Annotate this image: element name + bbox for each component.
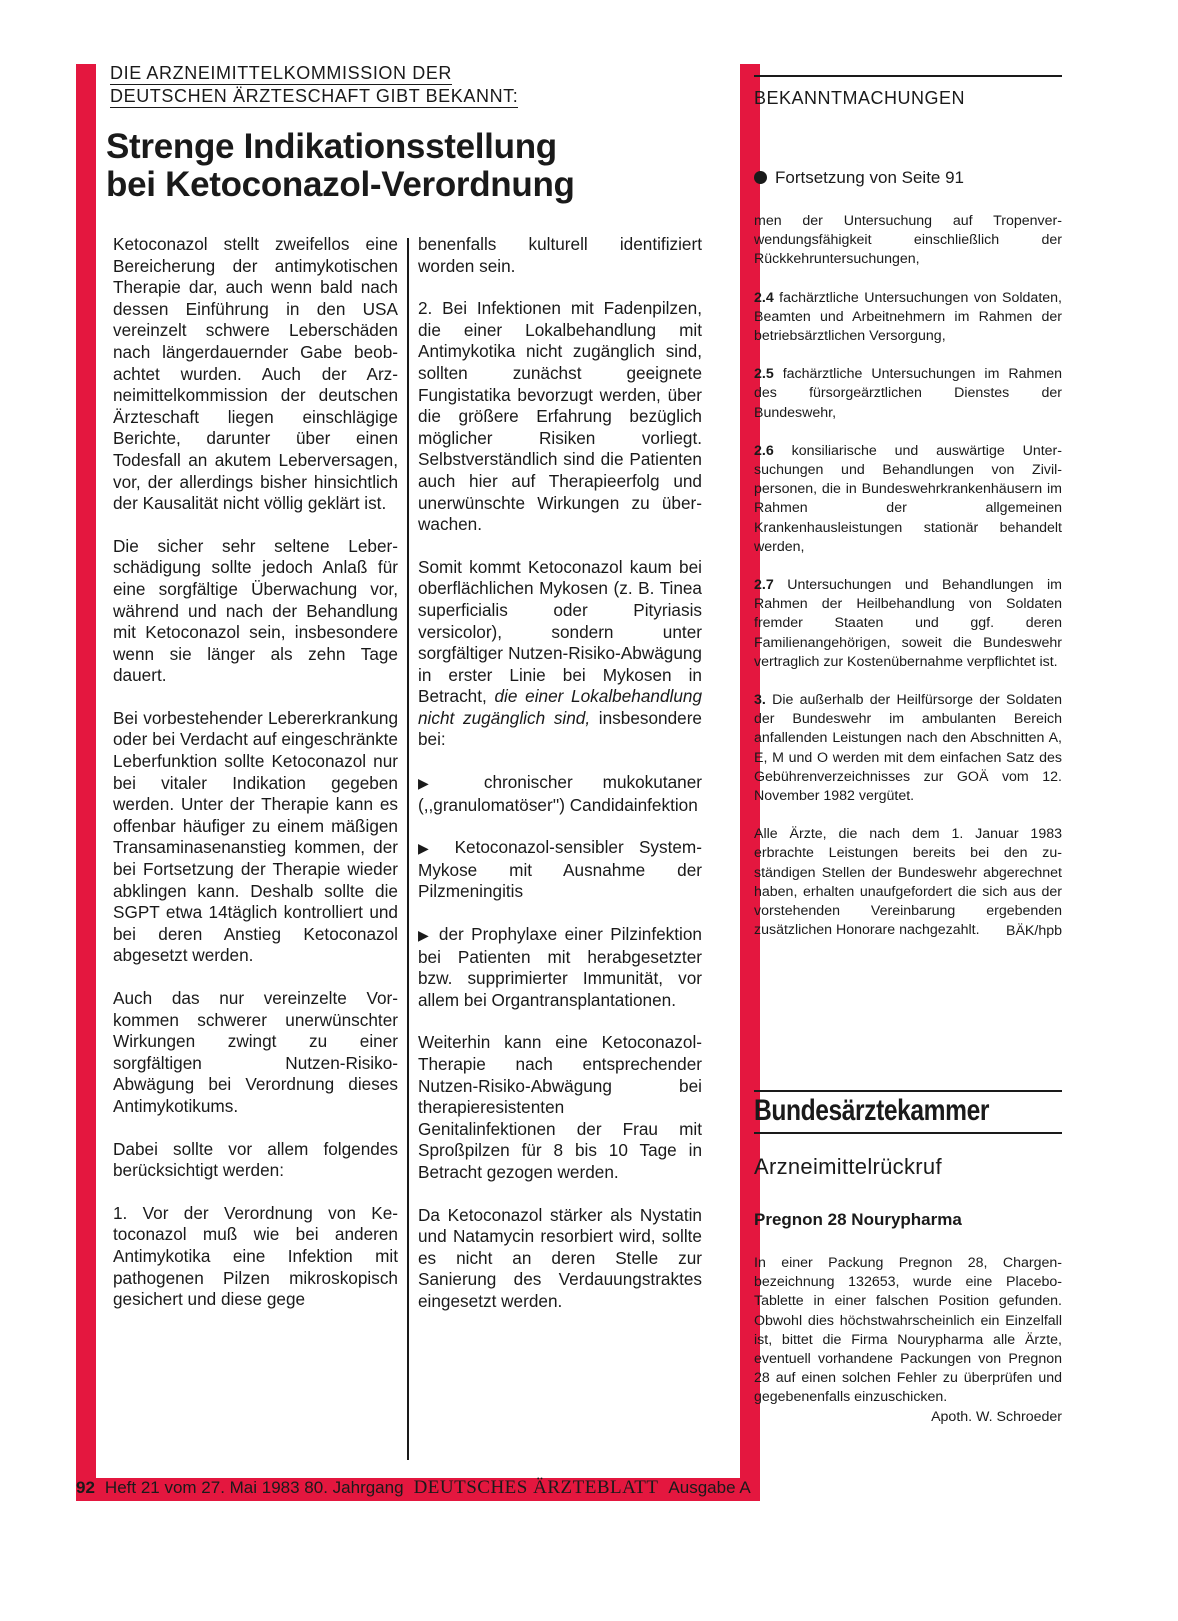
numbered-item: [754, 576, 1062, 672]
item-text: Untersuchungen und Behandlungen im Rahmen der Heilbehandlung von Soldaten fremder Staaten und ggf. deren Familienangehörigen, soweit die Bundeswehr vertraglich zur Kostenübernahme verpflichtet ist.: [754, 577, 1062, 670]
closing-signature: BÄK/hpb: [1005, 922, 1062, 939]
item-text: fachärztliche Untersuchungen im Rahmen des fürsorgeärztlichen Dienstes der Bundeswehr,: [754, 366, 1062, 421]
paragraph: Die sicher sehr seltene Leberschädigung sollte jedoch Anlaß für eine sorgfältige Überwachung vor, während und nach der Behandlung mit Ketoconazol sein, insbesondere wenn sie länger als zehn Tage dauert.: [113, 535, 398, 686]
closing-text: Alle Ärzte, die nach dem 1. Januar 1983 erbrachte Leistungen bereits bei den zuständigen Stellen der Bundeswehr abgerechnet haben, erhalten unaufgefordert die sich aus der vorstehenden Vereinbarung ergebenden zusätzlichen Honorare nachgezahlt.: [754, 826, 1062, 939]
article-column-1: [113, 234, 398, 1332]
item-number: 2.4: [754, 289, 774, 306]
paragraph: Bei vorbestehender Lebererkrankung oder bei Verdacht auf eingeschränkte Leberfunktion sollte Ketoconazol nur bei vitaler Indikation gegeben werden. Unter der Therapie kann es offenbar häufiger zu einem mäßigen Transaminasenanstieg kommen, der bei Fortsetzung der Therapie wieder abklingen kann. Deshalb sollte die SGPT etwa 14täglich kontrolliert und bei deren Anstieg Ketoconazol abgesetzt werden.: [113, 707, 398, 966]
edition: Ausgabe A: [668, 1478, 751, 1497]
paragraph: Auch das nur vereinzelte Vorkommen schwerer unerwünschter Wirkungen zwingt zu einer sorgfältigen Nutzen-Risiko-Abwägung bei Verordnung dieses Antimykotikums.: [113, 988, 398, 1116]
bak-title: Bundesärztekammer: [754, 1094, 990, 1127]
bullet-item: [418, 924, 702, 1011]
bullet-text: Ketoconazol-sensibler System-Mykose mit Ausnahme der Pilzmeningitis: [418, 837, 702, 902]
item-number: 2.7: [754, 577, 774, 594]
closing-paragraph: [754, 825, 1062, 940]
paragraph: 1. Vor der Verordnung von Ketoconazol muß wie bei anderen Antimykotika eine Infektion mit pathogenen Pilzen mikroskopisch gesichert und diese gege: [113, 1202, 398, 1310]
paragraph: men der Untersuchung auf Tropenverwendungsfähigkeit einschließlich der Rückkehruntersuchungen,: [754, 213, 1062, 268]
continued-text: Fortsetzung von Seite 91: [775, 168, 965, 187]
article-headline: [106, 128, 706, 204]
headline-line-1: Strenge Indikationsstellung: [106, 127, 557, 166]
red-frame-left: [76, 64, 96, 1501]
bullet-item: [418, 772, 702, 816]
page-footer: [76, 1477, 751, 1499]
item-number: 2.6: [754, 442, 774, 459]
item-text: Die außerhalb der Heilfürsorge der Soldaten der Bundeswehr im ambulanten Bereich anfallenden Leistungen nach den Abschnitten A, E, M und O werden mit dem einfachen Satz des Gebührenverzeichnisses zur GOÄ vom 12. November 1982 vergütet.: [754, 692, 1062, 805]
item-text: konsiliarische und auswärtige Untersuchungen und Behandlungen von Zivilpersonen, die in Bundeswehrkrankenhäusern im Rahmen der allgemeinen Krankenhausleistungen stationär behandelt werden,: [754, 442, 1062, 555]
bullet-text: der Prophylaxe einer Pilzinfektion bei Patienten mit herabgesetzter bzw. supprimierter Immunität, vor allem bei Organtransplantationen.: [418, 924, 702, 1010]
item-text: fachärztliche Untersuchungen von Soldaten, Beamten und Arbeitnehmern im Rahmen der betriebsärztlichen Versorgung,: [754, 289, 1062, 345]
italic-emphasis: die einer Lokalbehandlung nicht zugänglich sind,: [418, 686, 702, 728]
numbered-item: [754, 365, 1062, 423]
recall-signature: Apoth. W. Schroeder: [931, 1408, 1062, 1425]
section-top-rule: [754, 75, 1062, 77]
bak-top-rule: [754, 1090, 1062, 1092]
product-name: Pregnon 28 Nourypharma: [754, 1210, 962, 1229]
triangle-bullet-icon: ▶: [418, 927, 432, 944]
paragraph: Weiterhin kann eine Ketoconazol-Therapie nach entsprechender Nutzen-Risiko-Abwägung bei therapieresistenten Genitalinfektionen der Frau mit Sproßpilzen für 8 bis 10 Tage in Betracht gezogen werden.: [418, 1032, 702, 1182]
page-number: 92: [76, 1478, 95, 1497]
magazine-name: DEUTSCHES ÄRZTEBLATT: [413, 1477, 659, 1498]
triangle-bullet-icon: ▶: [418, 840, 440, 857]
announcement-text: [754, 212, 1062, 960]
bullet-dot-icon: [754, 171, 767, 184]
kicker-line-2: DEUTSCHEN ÄRZTESCHAFT GIBT BEKANNT:: [110, 86, 519, 106]
issue-info: Heft 21 vom 27. Mai 1983 80. Jahrgang: [104, 1478, 404, 1497]
section-label: BEKANNTMACHUNGEN: [754, 88, 966, 108]
recall-subhead: Arzneimittelrückruf: [754, 1154, 942, 1179]
item-number: 2.5: [754, 366, 774, 383]
paragraph: 2. Bei Infektionen mit Fadenpilzen, die einer Lokalbehandlung mit Antimykotika nicht zugänglich sind, sollten zunächst geeignete Fungistatika bevorzugt werden, über die größere Erfahrung bezüglich möglicher Risiken vorliegt. Selbstverständlich sind die Patienten auch hier auf Therapieerfolg und unerwünschte Wirkungen zu überwachen.: [418, 298, 702, 535]
paragraph: In einer Packung Pregnon 28, Chargenbezeichnung 132653, wurde eine Placebo-Tablette in einer falschen Position gefunden. Obwohl dies höchstwahrscheinlich ein Einzelfall ist, bittet die Firma Nourypharma alle Ärzte, eventuell vorhandene Packungen von Pregnon 28 auf einen solchen Fehler zu überprüfen und gegebenenfalls einzuschicken.: [754, 1255, 1062, 1406]
bullet-text: chronischer mukokutaner (,,granulomatöser'') Candidainfektion: [418, 772, 702, 815]
recall-text: [754, 1254, 1062, 1427]
kicker-line-1: DIE ARZNEIMITTELKOMMISSION DER: [110, 63, 453, 83]
article-kicker: [110, 62, 670, 108]
paragraph: Dabei sollte vor allem folgendes berücksichtigt werden:: [113, 1138, 398, 1181]
paragraph-text: Somit kommt Ketoconazol kaum bei oberflächlichen Mykosen (z. B. Tinea superficialis oder Pityriasis versicolor), sondern unter sorgfältiger Nutzen-Risiko-Abwägung in erster Linie bei Mykosen in Betracht,: [418, 556, 702, 707]
numbered-item: [754, 691, 1062, 806]
column-divider: [407, 238, 409, 1460]
item-number: 3.: [754, 692, 766, 709]
paragraph: [418, 557, 702, 751]
headline-line-2: bei Ketoconazol-Verordnung: [106, 165, 575, 204]
article-column-2: [418, 234, 702, 1334]
paragraph-text: insbesondere bei:: [418, 707, 702, 750]
paragraph: Ketoconazol stellt zweifellos eine Bereicherung der antimykotischen Therapie dar, auch wenn bald nach dessen Einführung in den USA vereinzelt schwere Leberschäden nach längerdauernder Gabe beobachtet wurden. Auch der Arzneimittelkommission der deutschen Ärzteschaft liegen einschlägige Berichte, darunter über einen Todesfall an akutem Leberversagen, vor, der allerdings bisher hinsichtlich der Kausalität nicht völlig geklärt ist.: [113, 234, 398, 514]
numbered-item: [754, 289, 1062, 347]
numbered-item: [754, 442, 1062, 557]
paragraph: Da Ketoconazol stärker als Nystatin und Natamycin resorbiert wird, sollte es nicht an deren Stelle zur Sanierung des Verdauungstraktes eingesetzt werden.: [418, 1204, 702, 1311]
paragraph: benenfalls kulturell identifiziert worden sein.: [418, 234, 702, 276]
continued-note: [754, 168, 964, 188]
triangle-bullet-icon: ▶: [418, 775, 454, 792]
bullet-item: [418, 837, 702, 903]
bak-bottom-rule: [754, 1132, 1062, 1134]
